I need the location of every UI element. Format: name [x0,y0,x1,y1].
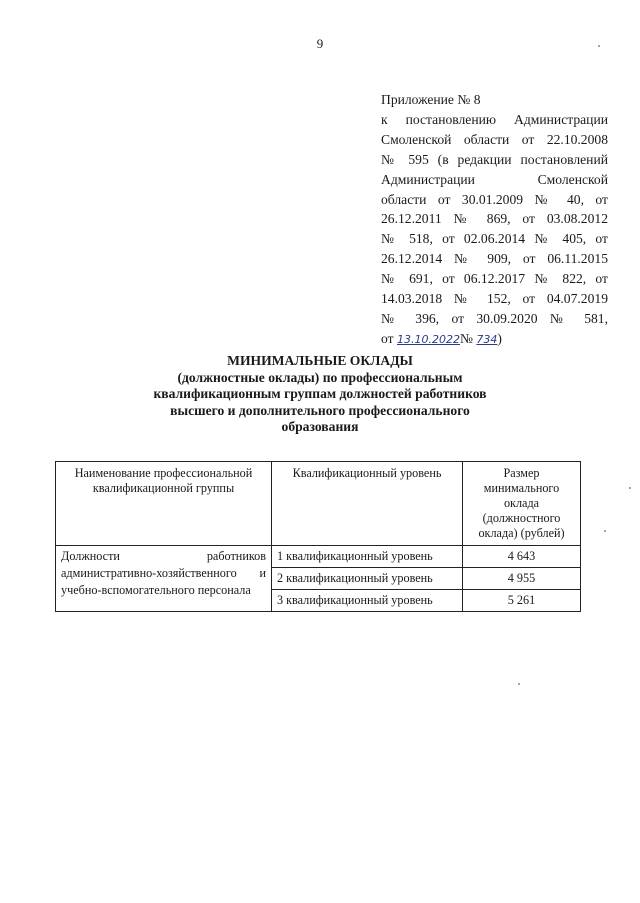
appendix-line: № 518, от 02.06.2014 № 405, от [381,231,608,247]
title-line: квалификационным группам должностей работников [153,386,487,401]
salary-table [55,461,581,612]
table-header-row [56,462,581,546]
header-group: Наименование профессиональной квалификационной группы [56,462,272,546]
handwritten-date: 13.10.2022 [396,332,460,346]
closing-paren: ) [497,330,502,346]
appendix-line: Администрации Смоленской [381,171,608,187]
page-number: 9 [316,36,324,51]
appendix-line: 26.12.2011 № 869, от 03.08.2012 [381,211,608,227]
appendix-line: Смоленской области от 22.10.2008 [381,131,608,147]
header-salary: Размер минимального оклада (должностного оклада) (рублей) [463,462,581,546]
appendix-block [381,90,608,350]
level-cell: 3 квалификационный уровень [272,590,463,612]
scan-speck [629,487,631,489]
appendix-line: № 595 (в редакции постановлений [381,151,608,167]
appendix-line: Приложение № 8 [381,92,481,107]
scan-speck [598,45,600,47]
appendix-line: области от 30.01.2009 № 40, от [381,191,608,207]
table-row [56,546,581,568]
salary-cell: 5 261 [463,590,581,612]
salary-cell: 4 955 [463,568,581,590]
level-cell: 1 квалификационный уровень [272,546,463,568]
appendix-line: № 396, от 30.09.2020 № 581, [381,310,608,326]
number-sign: № [459,330,473,346]
appendix-line: 14.03.2018 № 152, от 04.07.2019 [381,291,608,307]
title-line: образования [281,419,359,434]
salary-cell: 4 643 [463,546,581,568]
appendix-line: 26.12.2014 № 909, от 06.11.2015 [381,251,608,267]
scan-speck [518,683,520,685]
group-name-cell: Должности работников административно-хозяйственного и учебно-вспомогательного персонала [56,546,272,612]
level-cell: 2 квалификационный уровень [272,568,463,590]
handwritten-number: 734 [476,332,498,346]
appendix-line: № 691, от 06.12.2017 № 822, от [381,271,608,287]
header-level: Квалификационный уровень [272,462,463,546]
appendix-line: к постановлению Администрации [381,111,608,127]
scan-speck [604,530,606,532]
document-title [120,353,520,436]
appendix-last-line [381,329,608,350]
title-line: МИНИМАЛЬНЫЕ ОКЛАДЫ [227,353,413,368]
title-line: (должностные оклады) по профессиональным [177,369,463,385]
title-line: высшего и дополнительного профессионального [170,402,470,418]
appendix-prefix: от [381,330,394,346]
